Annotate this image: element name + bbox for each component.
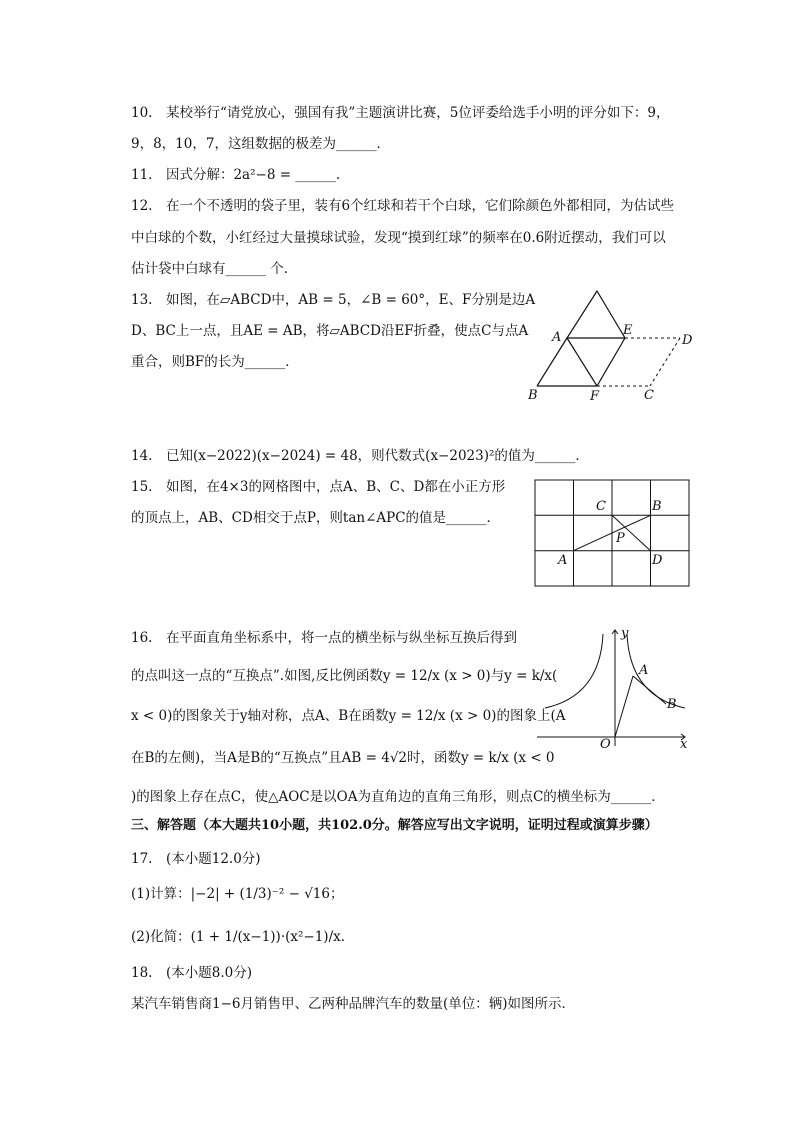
fig13-label-e: E <box>623 323 633 338</box>
fig15-label-c: C <box>596 499 606 514</box>
fig16-label-o: O <box>600 737 611 752</box>
q15-line-2: 的顶点上，AB、CD相交于点P，则tan∠APC的值是______． <box>131 510 501 526</box>
q11-line: 11. 因式分解：2a²−8 = ______. <box>131 167 341 183</box>
fig13-label-b: B <box>528 388 538 403</box>
q17-part-1: (1)计算：|−2| + (1/3)⁻² − √16； <box>131 886 344 902</box>
fig13-label-c: C <box>644 388 654 403</box>
fig16-label-b: B <box>667 697 677 712</box>
fig16-label-y: y <box>621 626 629 641</box>
q10-line-1: 10. 某校举行“请党放心，强国有我”主题演讲比赛，5位评委给选手小明的评分如下：9， <box>131 105 670 121</box>
q16-line-4: 在B的左侧)，当A是B的“互换点”且AB = 4√2时，函数y = k/x (x < 0 <box>131 750 555 766</box>
q12-line-3: 估计袋中白球有______ 个. <box>131 261 289 277</box>
q17-part-2: (2)化简：(1 + 1/(x−1))·(x²−1)/x. <box>131 929 346 945</box>
q13-line-1: 13. 如图，在▱ABCD中，AB = 5，∠B = 60°，E、F分别是边A <box>131 292 536 308</box>
fig16-label-a: A <box>639 663 649 678</box>
fig15-grid <box>530 476 694 590</box>
fig13-parallelogram <box>520 286 700 404</box>
q15-line-1: 15. 如图，在4×3的网格图中，点A、B、C、D都在小正方形 <box>131 479 506 495</box>
q18-text: 某汽车销售商1−6月销售甲、乙两种品牌汽车的数量(单位：辆)如图所示． <box>131 996 576 1012</box>
q16-line-5: )的图象上存在点C，使△AOC是以OA为直角边的直角三角形，则点C的横坐标为______． <box>131 789 665 805</box>
q12-line-2: 中白球的个数，小红经过大量摸球试验，发现“摸到红球”的频率在0.6附近摆动，我们可以 <box>131 230 666 246</box>
q13-line-2: D、BC上一点，且AE = AB，将▱ABCD沿EF折叠，使点C与点A <box>131 323 529 339</box>
fig15-label-d: D <box>652 553 663 568</box>
q17-title: 17. (本小题12.0分) <box>131 851 261 867</box>
q16-line-3: x < 0)的图象关于y轴对称，点A、B在函数y = 12/x (x > 0)的图象上(A <box>131 708 566 724</box>
fig15-label-a: A <box>558 553 568 568</box>
fig15-label-p: P <box>616 531 625 546</box>
fig13-label-f: F <box>590 389 600 404</box>
q14-line: 14. 已知(x−2022)(x−2024) = 48，则代数式(x−2023)²的值为______． <box>131 448 589 464</box>
q18-title: 18. (本小题8.0分) <box>131 965 252 981</box>
fig16-hyperbola-graph <box>535 624 695 752</box>
q13-line-3: 重合，则BF的长为______． <box>131 354 299 370</box>
fig13-label-a: A <box>552 330 562 345</box>
section-3-header: 三、解答题（本大题共10小题，共102.0分。解答应写出文字说明，证明过程或演算步骤） <box>131 818 658 833</box>
q10-line-2: 9，8，10，7，这组数据的极差为______． <box>131 136 390 152</box>
fig15-label-b: B <box>652 499 662 514</box>
q16-line-1: 16. 在平面直角坐标系中，将一点的横坐标与纵坐标互换后得到 <box>131 630 517 646</box>
q16-line-2: 的点叫这一点的“互换点”.如图,反比例函数y = 12/x (x > 0)与y = k/x( <box>131 668 558 684</box>
fig13-label-d: D <box>682 333 693 348</box>
q12-line-1: 12. 在一个不透明的袋子里，装有6个红球和若干个白球，它们除颜色外都相同，为估试些 <box>131 198 675 214</box>
fig16-label-x: x <box>680 737 688 752</box>
